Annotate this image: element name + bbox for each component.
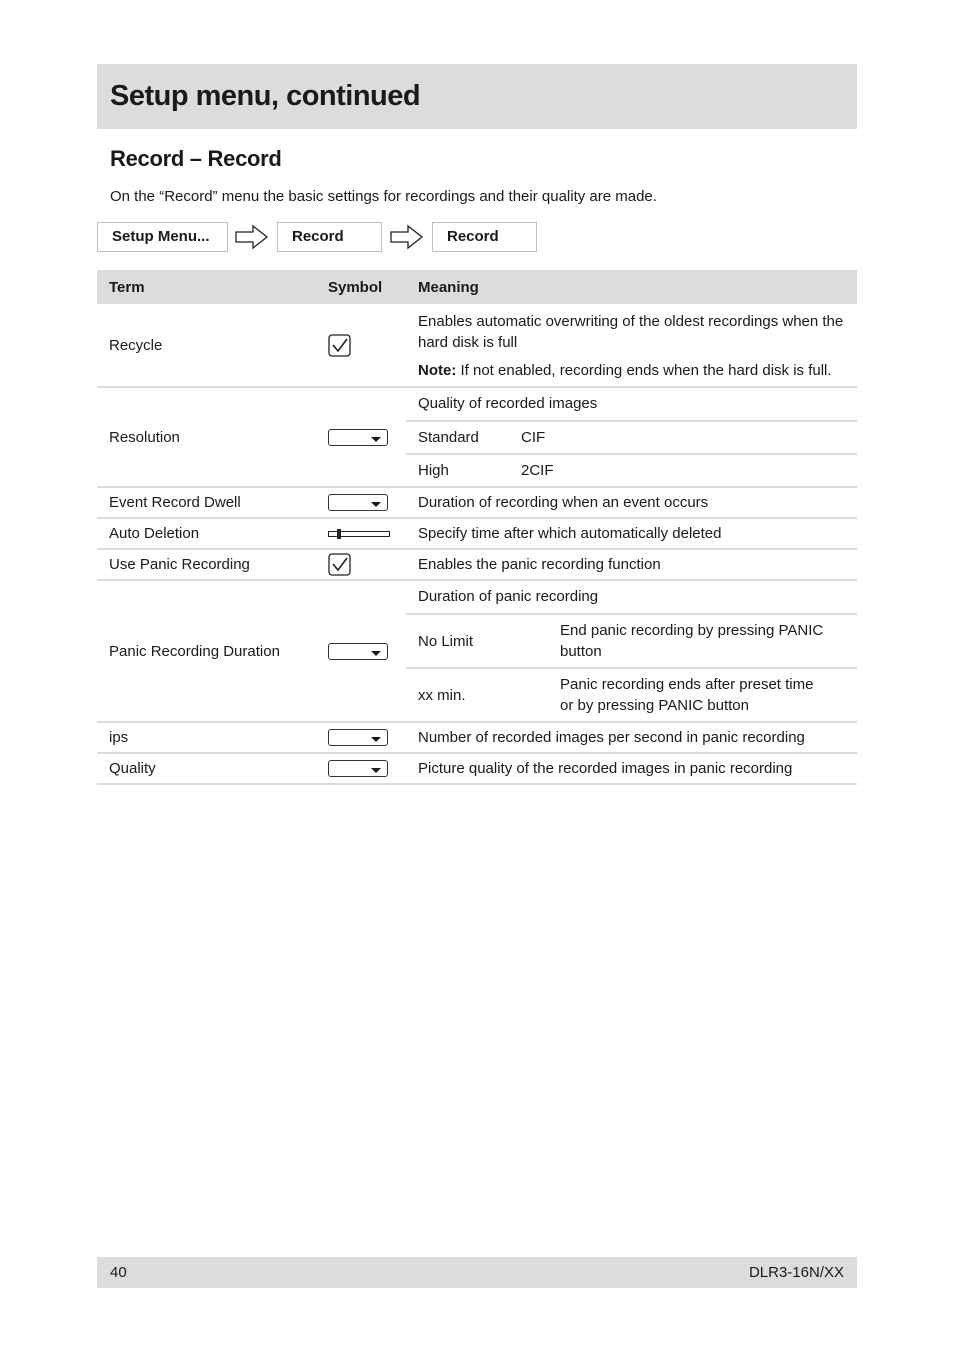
term-ips: ips [97,722,316,753]
table-row [97,487,857,518]
dropdown-icon [328,429,388,446]
header-symbol: Symbol [316,270,406,304]
checkbox-icon [328,334,351,357]
title-bar [97,64,857,129]
meaning-recycle: Enables automatic overwriting of the oldest recordings when the hard disk is full [418,312,844,351]
meaning-resolution: Quality of recorded images [418,395,598,412]
table-row [97,549,857,580]
meaning-ips: Number of recorded images per second in panic recording [406,722,857,753]
breadcrumb-record[interactable]: Record [277,222,382,252]
meaning-use-panic-recording: Enables the panic recording function [406,549,857,580]
intro-text: On the “Record” menu the basic settings for recordings and their quality are made. [110,188,657,205]
slider-icon [328,529,390,539]
meaning-auto-deletion: Specify time after which automatically deleted [406,518,857,549]
option-key: High [418,462,449,479]
option-value: Panic recording ends after preset time or by pressing PANIC button [560,676,814,714]
option-row [406,613,857,667]
dropdown-icon [328,760,388,777]
option-row [406,667,857,721]
table-row [97,722,857,753]
option-row [406,420,857,453]
model-number: DLR3-16N/XX [748,1264,844,1281]
note-recycle [406,353,857,386]
page-title: Setup menu, continued [110,80,421,112]
term-event-record-dwell: Event Record Dwell [97,487,316,518]
table-header [97,270,857,304]
meaning-event-record-dwell: Duration of recording when an event occurs [406,487,857,518]
table-row [97,580,857,722]
table-row [97,753,857,784]
meaning-panic-recording-duration: Duration of panic recording [418,588,599,605]
page-number: 40 [110,1264,127,1281]
section-title: Record – Record [110,146,282,171]
option-key: No Limit [418,632,474,650]
option-key: Standard [418,429,479,446]
breadcrumb-setup-menu[interactable]: Setup Menu... [97,222,228,252]
option-value: End panic recording by pressing PANIC button [560,622,824,660]
dropdown-icon [328,494,388,511]
term-quality: Quality [97,753,316,784]
checkbox-icon [328,553,351,576]
option-row [406,453,857,486]
table-row [97,304,857,387]
option-value: 2CIF [521,462,554,479]
option-value: CIF [521,429,546,446]
note-text: If not enabled, recording ends when the hard disk is full. [456,361,832,379]
dropdown-icon [328,729,388,746]
term-auto-deletion: Auto Deletion [97,518,316,549]
term-resolution: Resolution [97,387,316,487]
header-meaning: Meaning [406,270,857,304]
option-key: xx min. [418,686,466,704]
header-term: Term [97,270,316,304]
arrow-right-icon [235,224,269,250]
term-panic-recording-duration: Panic Recording Duration [97,580,316,722]
settings-table [97,270,857,785]
table-row [97,518,857,549]
term-use-panic-recording: Use Panic Recording [97,549,316,580]
page-footer [97,1257,857,1288]
term-recycle: Recycle [97,304,316,387]
meaning-quality: Picture quality of the recorded images in panic recording [406,753,857,784]
breadcrumb-record-sub[interactable]: Record [432,222,537,252]
arrow-right-icon [390,224,424,250]
table-row [97,387,857,487]
note-label: Note: [418,361,457,379]
dropdown-icon [328,643,388,660]
